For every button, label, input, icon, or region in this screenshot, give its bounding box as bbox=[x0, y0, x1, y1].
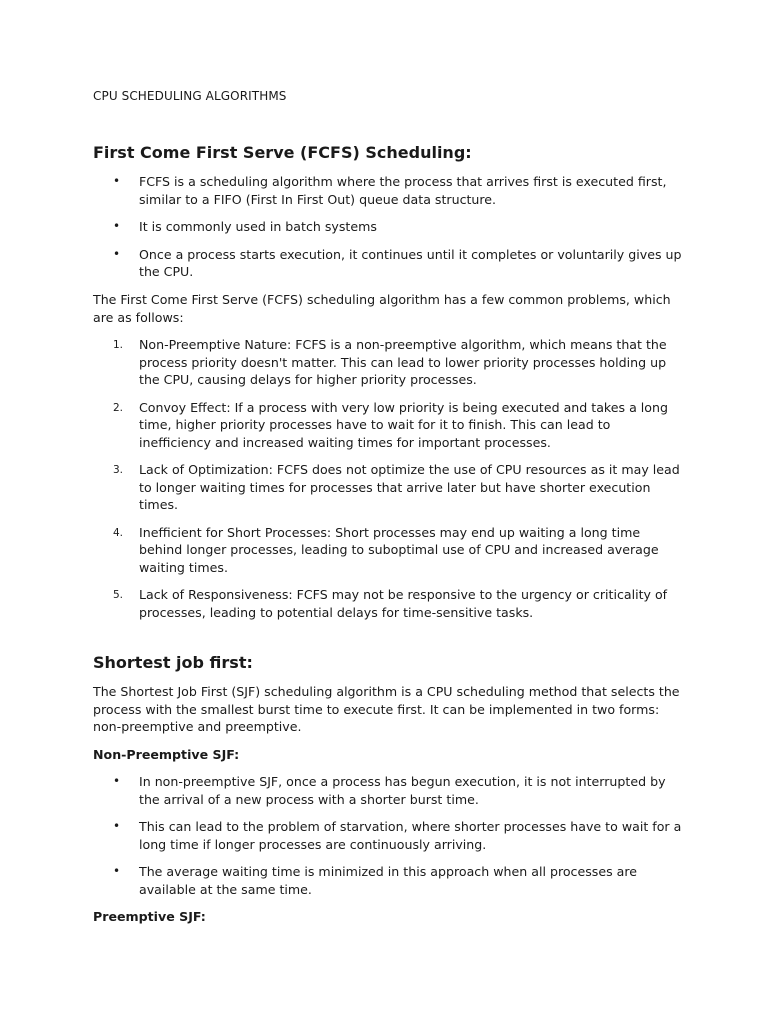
list-number: 4. bbox=[113, 526, 124, 539]
list-item-text: Lack of Responsiveness: FCFS may not be responsive to the urgency or criticality of processes, leading to potential delays for time-sensitive tasks. bbox=[139, 587, 668, 620]
non-preemptive-sjf-heading: Non-Preemptive SJF: bbox=[93, 747, 240, 762]
list-item bbox=[113, 173, 683, 208]
preemptive-sjf-heading: Preemptive SJF: bbox=[93, 909, 206, 924]
non-preemptive-bullet-list bbox=[113, 773, 683, 908]
list-item bbox=[113, 863, 683, 898]
bullet-marker: • bbox=[113, 174, 121, 188]
list-item bbox=[113, 524, 683, 577]
document-title: CPU SCHEDULING ALGORITHMS bbox=[93, 89, 287, 103]
bullet-marker: • bbox=[113, 774, 121, 788]
list-number: 1. bbox=[113, 339, 124, 351]
bullet-marker: • bbox=[113, 819, 121, 833]
bullet-marker: • bbox=[113, 219, 121, 233]
fcfs-heading: First Come First Serve (FCFS) Scheduling: bbox=[93, 143, 472, 162]
list-item bbox=[113, 218, 683, 236]
list-item-text: In non-preemptive SJF, once a process has begun execution, it is not interrupted by the arrival of a new process with a shorter burst time. bbox=[139, 774, 666, 807]
list-item-text: It is commonly used in batch systems bbox=[139, 219, 377, 234]
list-item-text: This can lead to the problem of starvation, where shorter processes have to wait for a long time if longer processes are continuously arriving. bbox=[139, 819, 682, 852]
list-item-text: Lack of Optimization: FCFS does not optimize the use of CPU resources as it may lead to longer waiting times for processes that arrive later but have shorter execution times. bbox=[139, 462, 680, 512]
list-number: 5. bbox=[113, 589, 124, 601]
list-item-text: Non-Preemptive Nature: FCFS is a non-preemptive algorithm, which means that the process priority doesn't matter. This can lead to lower priority processes holding up the CPU, causing delays for higher priority processes. bbox=[139, 337, 667, 387]
list-item-text: Once a process starts execution, it continues until it completes or voluntarily gives up the CPU. bbox=[139, 246, 682, 279]
bullet-marker: • bbox=[113, 864, 121, 878]
list-item bbox=[113, 461, 683, 514]
fcfs-bullet-list bbox=[113, 173, 683, 291]
list-item-text: Convoy Effect: If a process with very low priority is being executed and takes a long time, higher priority processes have to wait for it to finish. This can lead to inefficiency and increased waiting times for important processes. bbox=[139, 399, 668, 450]
list-item bbox=[113, 246, 683, 281]
list-item bbox=[113, 773, 683, 808]
list-item bbox=[113, 336, 683, 389]
fcfs-problems-list bbox=[113, 336, 683, 631]
list-number: 2. bbox=[113, 401, 124, 414]
bullet-marker: • bbox=[113, 246, 121, 261]
list-item-text: FCFS is a scheduling algorithm where the process that arrives first is executed first, similar to a FIFO (First In First Out) queue data structure. bbox=[139, 174, 667, 207]
list-item bbox=[113, 586, 683, 621]
sjf-intro: The Shortest Job First (SJF) scheduling algorithm is a CPU scheduling method that selects the process with the smallest burst time to execute first. It can be implemented in two forms: non-preemptive and preemptive. bbox=[93, 684, 680, 734]
sjf-heading: Shortest job first: bbox=[93, 653, 253, 672]
fcfs-problems-intro: The First Come First Serve (FCFS) scheduling algorithm has a few common problems, which are as follows: bbox=[93, 292, 671, 325]
list-item-text: Inefficient for Short Processes: Short processes may end up waiting a long time behind longer processes, leading to suboptimal use of CPU and increased average waiting times. bbox=[139, 524, 659, 575]
list-item bbox=[113, 818, 683, 853]
list-item-text: The average waiting time is minimized in this approach when all processes are available at the same time. bbox=[139, 864, 638, 897]
list-item bbox=[113, 399, 683, 452]
list-number: 3. bbox=[113, 464, 124, 476]
